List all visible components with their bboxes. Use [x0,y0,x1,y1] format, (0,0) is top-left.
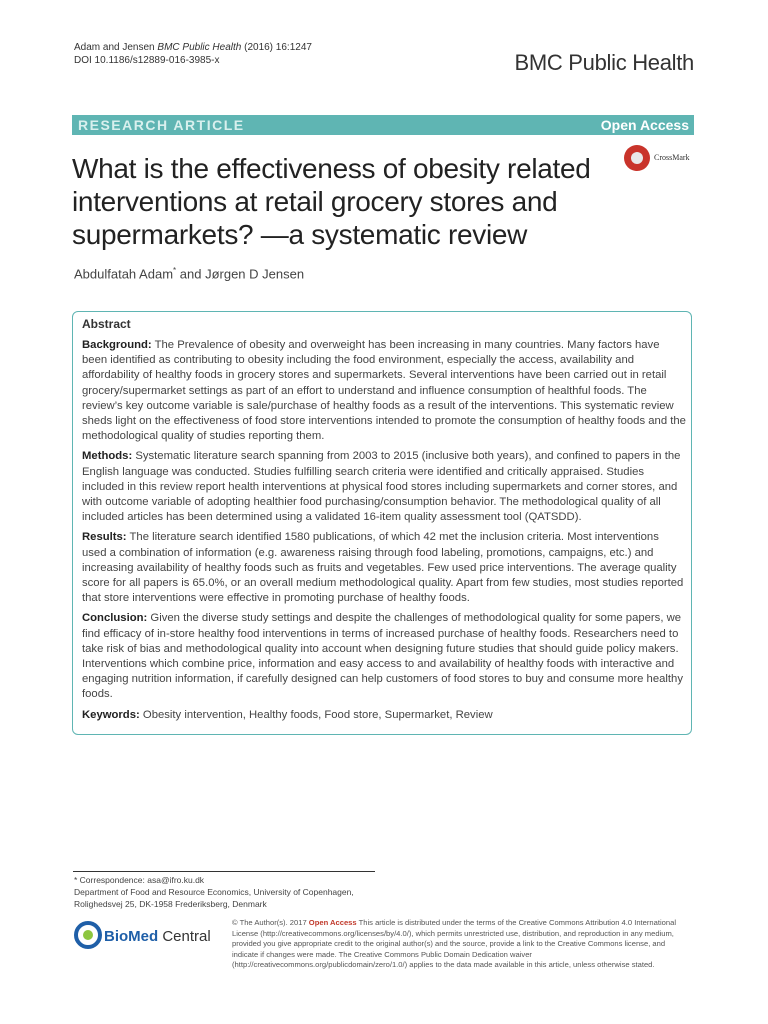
section-text: The literature search identified 1580 publications, of which 42 met the inclusion criteria. Most interventions used a combination of information (e.g. awareness raising through food labeling, promotions, campaigns, etc.) and increasing availability of healthy foods such as fruits and vegetables. Few used price interventions. The average quality score for all papers is 65.0%, or an overall medium methodological quality. Apart from few studies, most studies reported that store interventions were effective in promoting purchase of healthy foods. [82,531,684,605]
license-prefix: © The Author(s). 2017 [232,918,309,927]
crossmark-icon [624,145,650,171]
citation-header [74,41,312,67]
section-label: Results: [82,531,127,544]
correspondence-footnote [74,874,394,910]
abstract-methods [82,449,686,525]
affiliation-address: Rolighedsvej 25, DK-1958 Frederiksberg, Denmark [74,899,267,909]
section-text: Obesity intervention, Healthy foods, Food store, Supermarket, Review [139,708,493,721]
section-label: Conclusion: [82,612,148,625]
abstract-results [82,530,686,606]
section-label: Methods: [82,450,133,463]
citation-authors: Adam and Jensen [74,42,155,53]
citation-issue: (2016) 16:1247 [244,42,312,53]
citation-line [74,41,312,54]
svg-text:BioMed Central [104,928,211,945]
section-text: The Prevalence of obesity and overweight has been increasing in many countries. Many factors have been identified as contributing to obesity including the food environment, especially the access, availability and affordability of healthy foods in grocery stores and supermarkets. Several interventions have been carried out in retail grocery/supermarket settings as part of an effort to understand and influence consumption of healthful foods. The review’s key outcome variable is sale/purchase of healthy foods as a result of the interventions. This systematic review sheds light on the effectiveness of food store interventions intended to promote the consumption of healthy foods and the methodological quality of studies reporting them. [82,339,686,443]
section-label: Keywords: [82,708,140,721]
doi[interactable]: DOI 10.1186/s12889-016-3985-x [74,55,220,66]
open-access-label: Open Access [600,117,689,133]
correspondence-email[interactable]: * Correspondence: asa@ifro.ku.dk [74,875,205,885]
logo-text-central: Central [158,928,211,945]
abstract-keywords [82,708,686,723]
article-type-banner [72,115,694,135]
abstract-heading: Abstract [82,317,131,331]
author-list [74,266,304,281]
abstract-background [82,338,686,444]
abstract-conclusion [82,611,686,702]
author-first[interactable]: Abdulfatah Adam [74,266,174,282]
section-label: Background: [82,339,152,351]
logo-text-biomed: BioMed [104,928,159,945]
biomed-central-logo[interactable] [74,918,224,952]
crossmark-badge[interactable] [624,145,702,173]
crossmark-label: CrossMark [654,153,690,162]
license-text: This article is distributed under the terms of the Creative Commons Attribution 4.0 International License (http://creativecommons.org/licenses/by/4.0/), which permits unrestricted use, distribution, and reproduction in any medium, provided you give appropriate credit to the original author(s) and the source, provide a link to the Creative Commons license, and indicate if changes were made. The Creative Commons Public Domain Dedication waiver (http://creativecommons.org/publicdomain/zero/1.0/) applies to the data made available in this article, unless otherwise stated. [232,918,677,970]
journal-name: BMC Public Health [514,50,694,75]
biomed-central-icon [74,918,224,952]
article-type-label: RESEARCH ARTICLE [78,117,245,133]
corresponding-mark: * [173,266,177,275]
author-rest[interactable]: and Jørgen D Jensen [176,266,305,282]
citation-journal: BMC Public Health [157,42,242,53]
license-open-access: Open Access [308,918,357,927]
section-text: Systematic literature search spanning from 2003 to 2015 (inclusive both years), and confined to papers in the English language was conducted. Studies fulfilling search criteria were identified and critically appraised. Studies included in this review report health interventions at physical food stores including supermarkets and corner stores, and with outcome variable of adopting healthier food purchasing/consumption behavior. The methodological quality of all included articles has been determined using a validated 16-item quality assessment tool (QATSDD). [82,450,681,524]
section-text: Given the diverse study settings and despite the challenges of methodological quality for some papers, we find efficacy of in-store healthy food interventions in terms of increased purchase of healthy foods. Researchers need to take risk of bias and methodological quality into account when designing future studies that should guide policy makers. Interventions which combine price, information and easy access to and availability of healthy foods with interactive and engaging nutrition information, if carefully designed can help customers of food stores to buy and consume more healthy foods. [82,612,683,701]
license-notice [232,918,692,971]
affiliation-dept: Department of Food and Resource Economics, University of Copenhagen, [74,887,354,897]
abstract-body [82,338,686,728]
article-title: What is the effectiveness of obesity related interventions at retail grocery stores and supermarkets? —a systematic review [72,153,591,250]
footnote-divider [73,871,375,872]
